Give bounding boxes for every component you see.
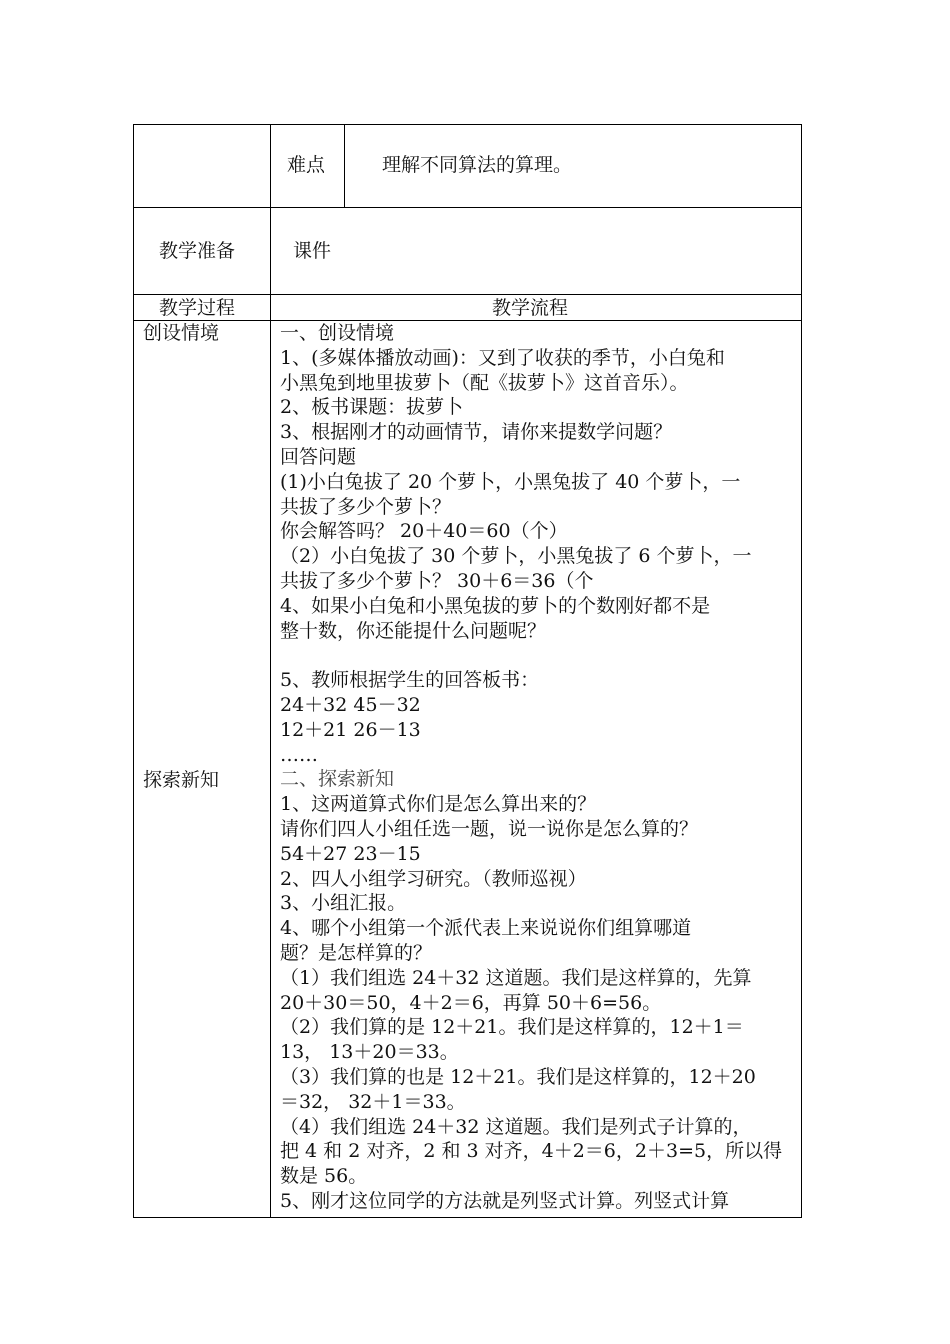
row-divider-1: [133, 207, 802, 208]
content-line: 4、哪个小组第一个派代表上来说说你们组算哪道: [280, 917, 692, 940]
process-header: 教学过程: [159, 297, 236, 319]
content-line: 2、四人小组学习研究。（教师巡视）: [280, 867, 587, 890]
content-line: 一、创设情境: [280, 322, 395, 344]
content-line: 把 4 和 2 对齐，2 和 3 对齐，4＋2＝6，2＋3=5，所以得: [280, 1140, 783, 1163]
lesson-flow-content: [280, 321, 795, 1214]
content-line: 5、刚才这位同学的方法就是列竖式计算。列竖式计算: [280, 1189, 730, 1212]
content-line: ＝32， 32＋1＝33。: [280, 1090, 466, 1113]
content-line: 24＋32 45－32: [280, 693, 421, 716]
content-line: 回答问题: [280, 445, 357, 468]
prep-value: 课件: [293, 240, 332, 262]
content-line: 3、根据刚才的动画情节，请你来提数学问题？: [280, 421, 673, 444]
content-line: 题？是怎样算的？: [280, 941, 433, 964]
content-line: （1）我们组选 24＋32 这道题。我们是这样算的，先算: [280, 966, 752, 989]
content-line: 你会解答吗？ 20＋40＝60（个）: [280, 520, 568, 543]
content-line: (1)小白兔拔了 20 个萝卜，小黑兔拔了 40 个萝卜，一: [280, 470, 741, 493]
row-divider-2: [133, 294, 802, 295]
content-line: 5、教师根据学生的回答板书：: [280, 669, 540, 692]
content-line: 二、探索新知: [280, 768, 395, 791]
content-line: 12＋21 26－13: [280, 718, 421, 741]
content-line: （4）我们组选 24＋32 这道题。我们是列式子计算的，: [280, 1115, 752, 1138]
stage-label-2: 探索新知: [143, 769, 220, 791]
stage-label-1: 创设情境: [143, 322, 220, 344]
difficulty-label: 难点: [287, 154, 326, 176]
content-line: 共拔了多少个萝卜？: [280, 495, 452, 518]
content-line: 小黑兔到地里拔萝卜（配《拔萝卜》这首音乐）。: [280, 371, 689, 394]
difficulty-divider: [344, 124, 345, 207]
content-line: 1、(多媒体播放动画)：又到了收获的季节，小白兔和: [280, 346, 725, 369]
content-line: 请你们四人小组任选一题，说一说你是怎么算的？: [280, 817, 699, 840]
content-line: 共拔了多少个萝卜？ 30＋6＝36（个: [280, 569, 594, 592]
content-line: 2、板书课题：拔萝卜: [280, 396, 464, 419]
content-line: 1、这两道算式你们是怎么算出来的？: [280, 793, 597, 816]
content-line: 20＋30＝50，4＋2＝6，再算 50＋6=56。: [280, 991, 662, 1014]
content-line: 数是 56。: [280, 1165, 368, 1188]
content-line: 3、小组汇报。: [280, 892, 407, 915]
flow-header: 教学流程: [492, 297, 569, 319]
content-line: [280, 643, 795, 668]
content-line: 4、如果小白兔和小黑兔拔的萝卜的个数刚好都不是: [280, 594, 711, 617]
content-line: （2）小白兔拔了 30 个萝卜，小黑兔拔了 6 个萝卜，一: [280, 545, 752, 568]
difficulty-text: 理解不同算法的算理。: [382, 154, 573, 176]
prep-label: 教学准备: [159, 240, 236, 262]
content-line: ……: [280, 743, 318, 766]
content-line: 54＋27 23－15: [280, 842, 421, 865]
column-divider: [270, 124, 271, 1218]
content-line: 整十数，你还能提什么问题呢？: [280, 619, 547, 642]
content-line: （3）我们算的也是 12＋21。我们是这样算的，12＋20: [280, 1065, 756, 1088]
content-line: 13， 13＋20＝33。: [280, 1041, 459, 1064]
content-line: （2）我们算的是 12＋21。我们是这样算的，12＋1＝: [280, 1016, 744, 1039]
